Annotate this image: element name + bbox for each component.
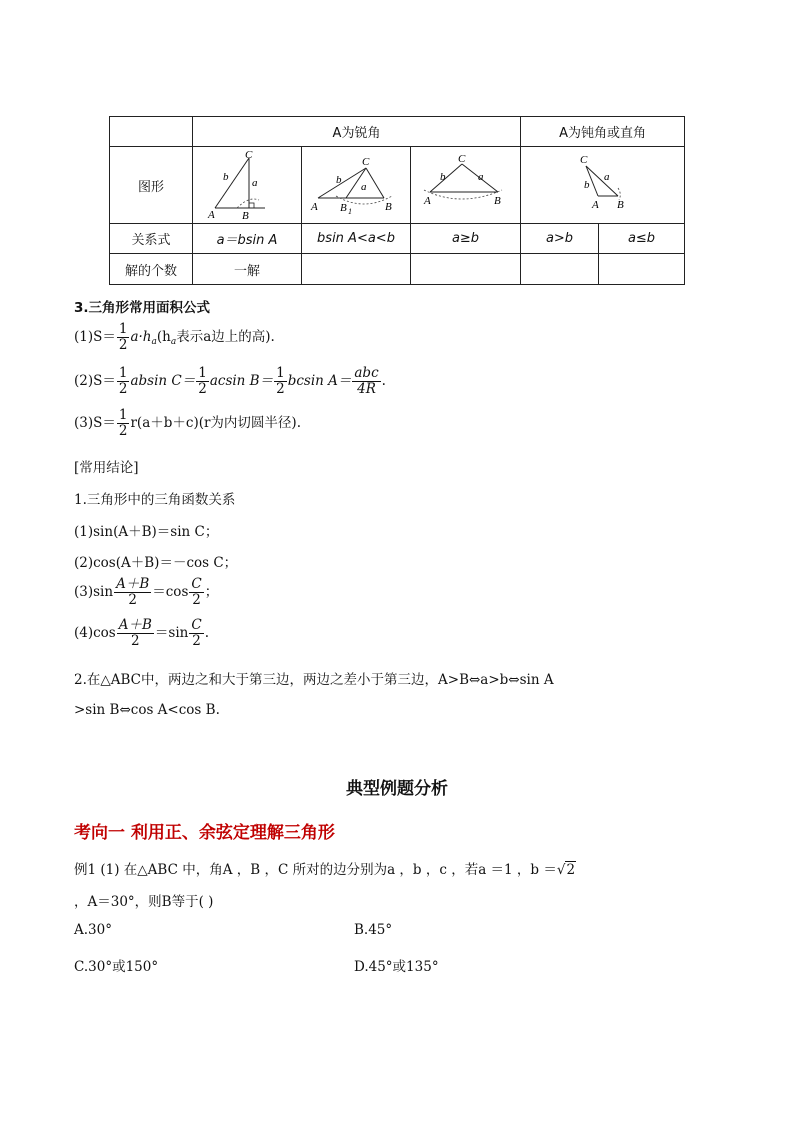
relation-cell: a≤b bbox=[599, 224, 685, 254]
frac-num: 1 bbox=[198, 365, 207, 381]
formula-text: bcsin A＝ bbox=[287, 373, 352, 389]
label-b: b bbox=[439, 171, 445, 183]
example-question-line2: ，A＝30°，则B等于( ) bbox=[74, 894, 214, 910]
frac-num: 1 bbox=[118, 365, 128, 381]
topic-heading: 考向一 利用正、余弦定理解三角形 bbox=[74, 823, 335, 843]
conclusion-2: (2)cos(A＋B)＝－cos C； bbox=[74, 555, 238, 571]
formula-text: (h bbox=[156, 329, 171, 345]
figure-cell-3 bbox=[411, 147, 521, 224]
triangle-figure-two-solutions bbox=[306, 150, 406, 220]
fraction-a-plus-b-over-2 bbox=[117, 618, 154, 649]
row-label-count: 解的个数 bbox=[110, 254, 193, 285]
frac-den: 2 bbox=[118, 423, 128, 439]
formula-text: (1)S＝ bbox=[74, 329, 116, 345]
formula-sub: a bbox=[170, 337, 177, 347]
formula-text: a·h bbox=[130, 329, 152, 345]
label-b: b bbox=[336, 174, 342, 186]
figure-cell-1 bbox=[193, 147, 302, 224]
label-B: B bbox=[385, 201, 392, 213]
row-label-relation: 关系式 bbox=[110, 224, 193, 254]
formula-text: . bbox=[381, 373, 386, 389]
label-a: a bbox=[361, 181, 367, 193]
frac-den: 2 bbox=[118, 381, 128, 397]
area-formula-1 bbox=[74, 322, 275, 353]
frac-num: A＋B bbox=[118, 617, 152, 633]
fraction-a-plus-b-over-2 bbox=[114, 577, 151, 608]
conclusion-inequality-line1: 2.在△ABC中，两边之和大于第三边，两边之差小于第三边，A>B⇔a>b⇔sin A bbox=[74, 672, 554, 688]
label-B: B bbox=[493, 195, 501, 207]
label-C: C bbox=[579, 154, 587, 166]
formula-text: (3)sin bbox=[74, 584, 114, 600]
formula-text: 表示a边上的高). bbox=[176, 329, 275, 345]
label-B1: B bbox=[340, 202, 347, 214]
figure-cell-4 bbox=[521, 147, 685, 224]
frac-den: 2 bbox=[198, 381, 207, 397]
formula-text: ＝sin bbox=[154, 625, 189, 641]
formula-text: (3)S＝ bbox=[74, 415, 116, 431]
label-a: a bbox=[603, 171, 610, 183]
label-b: b bbox=[223, 171, 229, 183]
fraction-half bbox=[196, 366, 209, 397]
formula-text: r(a＋b＋c)(r为内切圆半径). bbox=[130, 415, 301, 431]
option-d[interactable]: D.45°或135° bbox=[354, 959, 439, 975]
label-B: B bbox=[616, 199, 624, 211]
frac-den: 2 bbox=[131, 633, 140, 649]
relation-cell: a≥b bbox=[411, 224, 521, 254]
frac-num: 1 bbox=[118, 321, 128, 337]
conclusions-sub1: 1.三角形中的三角函数关系 bbox=[74, 492, 236, 508]
frac-den: 4R bbox=[357, 381, 376, 397]
conclusions-title: [常用结论] bbox=[74, 460, 139, 476]
figure-cell-2 bbox=[302, 147, 411, 224]
triangle-figure-height bbox=[197, 150, 297, 220]
formula-text: ＝cos bbox=[152, 584, 189, 600]
frac-den: 2 bbox=[128, 592, 137, 608]
label-A: A bbox=[311, 201, 318, 213]
relation-cell: bsin A<a<b bbox=[302, 224, 411, 254]
count-cell bbox=[599, 254, 685, 285]
area-formula-3 bbox=[74, 408, 301, 439]
triangle-solution-table bbox=[109, 116, 685, 285]
sqrt-expression: √2 bbox=[556, 862, 576, 878]
label-C: C bbox=[457, 153, 465, 165]
count-cell bbox=[521, 254, 599, 285]
fraction-c-over-2 bbox=[189, 577, 203, 608]
formula-text: (2)S＝ bbox=[74, 373, 116, 389]
label-A: A bbox=[591, 199, 599, 211]
relation-cell: a>b bbox=[521, 224, 599, 254]
area-formula-2 bbox=[74, 366, 386, 397]
label-B1-subscript: 1 bbox=[348, 207, 352, 216]
option-b[interactable]: B.45° bbox=[354, 922, 393, 938]
frac-den: 2 bbox=[276, 381, 285, 397]
count-cell bbox=[302, 254, 411, 285]
label-A: A bbox=[208, 209, 215, 220]
label-A: A bbox=[423, 195, 431, 207]
formula-text: ； bbox=[204, 584, 219, 600]
fraction-half bbox=[117, 322, 130, 353]
label-C: C bbox=[362, 156, 370, 168]
header-acute: A为锐角 bbox=[193, 117, 521, 147]
section-heading: 典型例题分析 bbox=[346, 779, 448, 799]
fraction-c-over-2 bbox=[189, 618, 203, 649]
table-corner-cell bbox=[110, 117, 193, 147]
example-question-line1 bbox=[74, 858, 576, 878]
label-B: B bbox=[242, 210, 249, 220]
row-label-figure: 图形 bbox=[110, 147, 193, 224]
fraction-abc-4R bbox=[352, 366, 380, 397]
conclusion-4 bbox=[74, 618, 209, 649]
option-c[interactable]: C.30°或150° bbox=[74, 959, 159, 975]
label-b: b bbox=[583, 179, 590, 191]
relation-cell: a＝bsin A bbox=[193, 224, 302, 254]
count-cell: 一解 bbox=[193, 254, 302, 285]
count-cell bbox=[411, 254, 521, 285]
conclusion-1: (1)sin(A＋B)＝sin C； bbox=[74, 524, 219, 540]
formula-text: . bbox=[204, 625, 210, 641]
frac-num: 1 bbox=[276, 365, 285, 381]
label-a: a bbox=[477, 171, 483, 183]
triangle-figure-obtuse bbox=[528, 150, 678, 220]
formula-text: (4)cos bbox=[74, 625, 116, 641]
fraction-half bbox=[117, 366, 130, 397]
triangle-figure-one-solution bbox=[416, 150, 516, 220]
fraction-half bbox=[117, 408, 130, 439]
frac-den: 2 bbox=[192, 592, 201, 608]
formula-text: acsin B＝ bbox=[209, 373, 274, 389]
formula-text: absin C＝ bbox=[130, 373, 196, 389]
label-C: C bbox=[245, 150, 253, 161]
frac-num: C bbox=[191, 617, 202, 633]
area-formulas-title: 3.三角形常用面积公式 bbox=[74, 300, 211, 316]
sqrt-radicand: 2 bbox=[566, 862, 576, 878]
label-a: a bbox=[252, 177, 258, 189]
frac-den: 2 bbox=[192, 633, 201, 649]
formula-sub: a bbox=[151, 337, 157, 347]
conclusion-inequality-line2: >sin B⇔cos A<cos B. bbox=[74, 702, 220, 718]
frac-num: abc bbox=[354, 365, 379, 381]
conclusion-3 bbox=[74, 577, 218, 608]
option-a[interactable]: A.30° bbox=[74, 922, 112, 938]
frac-num: C bbox=[191, 576, 202, 592]
header-obtuse: A为钝角或直角 bbox=[521, 117, 685, 147]
frac-den: 2 bbox=[118, 337, 128, 353]
fraction-half bbox=[274, 366, 287, 397]
frac-num: A＋B bbox=[116, 576, 150, 592]
question-text: 例1 (1) 在△ABC 中，角A ，B ，C 所对的边分别为a ，b ，c ，若a ＝1 ，b ＝ bbox=[74, 862, 557, 878]
frac-num: 1 bbox=[118, 407, 128, 423]
